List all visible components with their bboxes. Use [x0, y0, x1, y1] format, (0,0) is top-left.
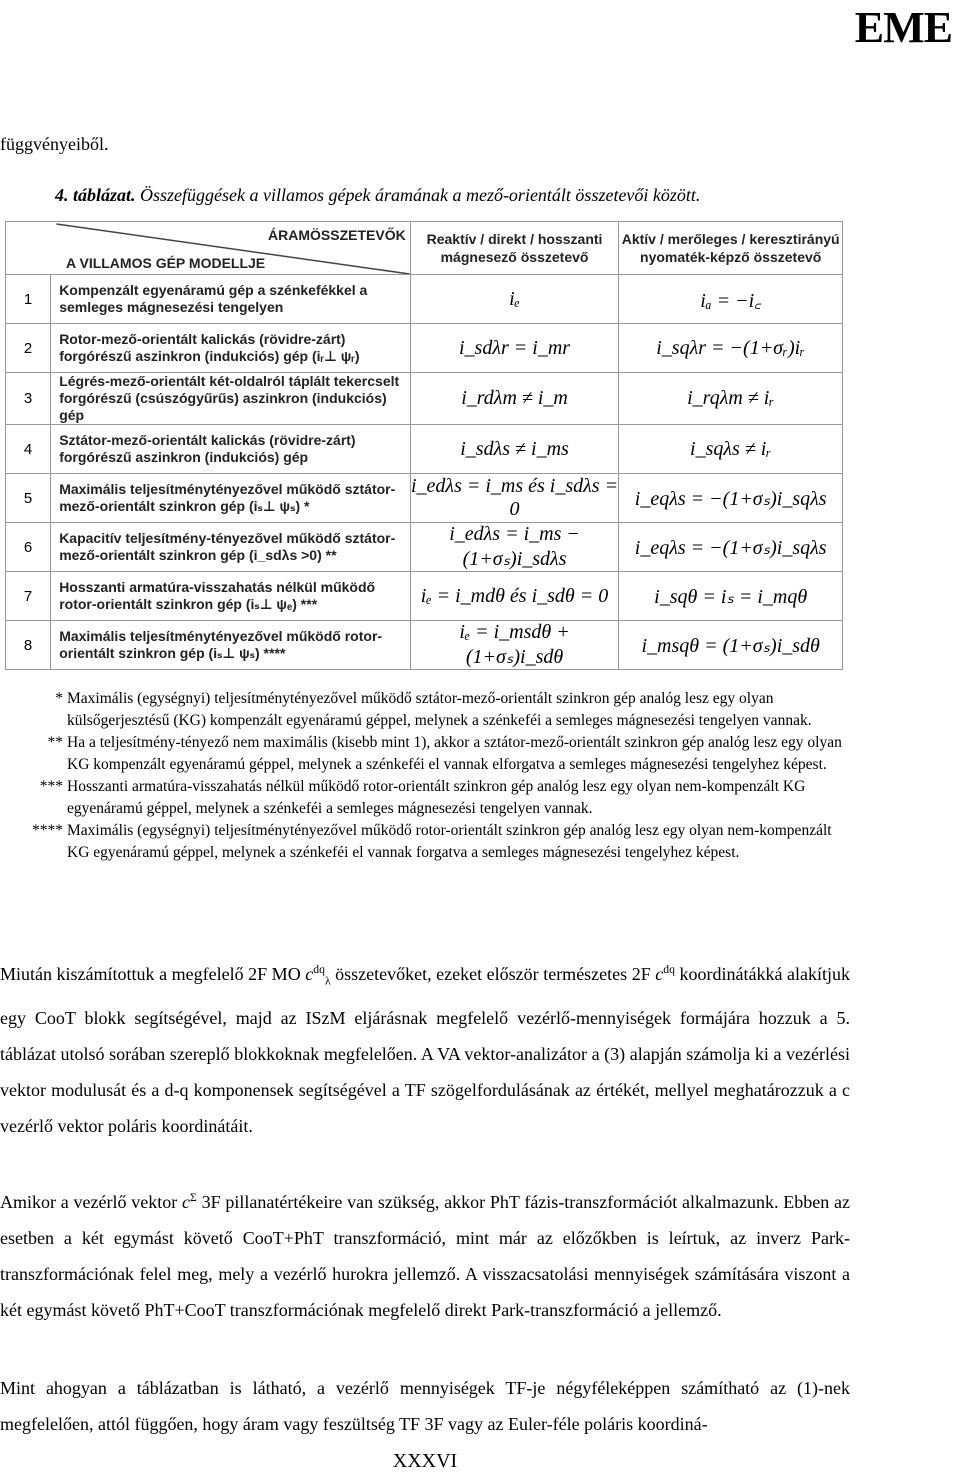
table-row [6, 523, 843, 572]
row-number: 2 [6, 324, 51, 373]
table-row [6, 474, 843, 523]
table-row [6, 275, 843, 324]
header-components-label: ÁRAMÖSSZETEVŐK [268, 227, 406, 243]
header-model-cell [6, 222, 411, 275]
footnote [15, 820, 845, 864]
row-model: Sztátor-mező-orientált kalickás (rövidre-zárt) forgórészű aszinkron (indukciós) gép [51, 425, 411, 474]
row-model: Kapacitív teljesítmény-tényezővel működő sztátor-mező-orientált szinkron gép (i_sdλs >0) ** [51, 523, 411, 572]
row-col2: i_msqθ = (1+σₛ)i_sdθ [619, 621, 843, 670]
header-col2 [619, 222, 843, 275]
row-model: Rotor-mező-orientált kalickás (rövidre-zárt) forgórészű aszinkron (indukciós) gép (iᵣ⊥ ψᵣ) [51, 324, 411, 373]
eme-logo: EME [854, 3, 952, 52]
row-model: Maximális teljesítménytényezővel működő sztátor-mező-orientált szinkron gép (iₛ⊥ ψₛ) * [51, 474, 411, 523]
page-number: XXXVI [392, 1450, 458, 1472]
header-col1 [410, 222, 619, 275]
row-number: 6 [6, 523, 51, 572]
caption-text: Összefüggések a villamos gépek áramának a mező-orientált összetevői között. [140, 185, 701, 205]
table-row [6, 324, 843, 373]
paragraph-1: Miután kiszámítottuk a megfelelő 2F MO $c^{dq}_\lambda$ összetevőket, ezeket először természetes 2F $c^{dq}$ koordinátákká alakítjuk egy CooT blokk segítségével, majd az ISzM eljárásnak megfelelő vezérlő-mennyiségek formájára hozzuk a 5. táblázat utolsó sorában szereplő blokkoknak megfelelően. A VA vektor-analizátor a (3) alapján számolja ki a vezérlési vektor modulusát és a d-q komponensek segítségével a TF szögelfordulásának az értékét, mellyel meghatározzuk a c vezérlő vektor poláris koordinátáit. [0, 963, 850, 1136]
row-col1: i_edλs = i_ms − (1+σₛ)i_sdλs [410, 523, 619, 572]
row-col2: iₐ = −i꜀ [619, 275, 843, 324]
row-number: 5 [6, 474, 51, 523]
table-row [6, 572, 843, 621]
intro-line: függvényeiből. [0, 134, 109, 154]
table-row [6, 373, 843, 425]
table-header-row [6, 222, 843, 275]
row-col2: i_sqθ = iₛ = i_mqθ [619, 572, 843, 621]
footnote-mark: *** [39, 778, 63, 795]
footnote [15, 776, 845, 820]
relations-table [5, 221, 843, 670]
row-number: 7 [6, 572, 51, 621]
row-col2: i_rqλm ≠ iᵣ [619, 373, 843, 425]
table-row [6, 621, 843, 670]
row-col2: i_sqλr = −(1+σᵣ)iᵣ [619, 324, 843, 373]
row-col1: i_sdλr = i_mr [410, 324, 619, 373]
row-number: 1 [6, 275, 51, 324]
footnote-text: Ha a teljesítmény-tényező nem maximális (kisebb mint 1), akkor a sztátor-mező-orientált szinkron gép analóg lesz egy olyan KG kompenzált egyenáramú géppel, melynek a szénkeféi el vannak elforgatva a semleges mágnesezési tengelyhez képest. [67, 734, 842, 773]
table-footnotes [15, 688, 845, 864]
footnote-mark: * [55, 690, 63, 707]
header-col1-label: Reaktív / direkt / hosszanti mágnesező összetevő [426, 231, 603, 265]
row-col2: i_eqλs = −(1+σₛ)i_sqλs [619, 474, 843, 523]
paragraph-1a: Miután kiszámítottuk a megfelelő 2F MO [0, 964, 301, 984]
footnote [15, 688, 845, 732]
row-col1: i_edλs = i_ms és i_sdλs = 0 [410, 474, 619, 523]
paragraph-2: Amikor a vezérlő vektor $c^\Sigma$ 3F pillanatértékeire van szükség, akkor PhT fázis-transzformációt alkalmazunk. Ebben az esetben a két egymást követő CooT+PhT transzformáció, mint már az előzőkben is leírtuk, az inverz Park-transzformációnak felel meg, mely a vezérlő hurokra jellemző. A visszacsatolási mennyiségek számítására viszont a két egymást követő PhT+CooT transzformációnak megfelelő direkt Park-transzformáció a jellemző. [0, 1191, 851, 1320]
table-row [6, 425, 843, 474]
footnote-text: Maximális (egységnyi) teljesítménytényezővel működő sztátor-mező-orientált szinkron gép analóg lesz egy olyan külsőgerjesztésű (KG) kompenzált egyenáramú géppel, melynek a szénkeféi a semleges mágnesezési tengelyen vannak. [67, 690, 812, 729]
row-col2: i_sqλs ≠ iᵣ [619, 425, 843, 474]
row-col2: i_eqλs = −(1+σₛ)i_sqλs [619, 523, 843, 572]
paragraph-2a: Amikor a vezérlő vektor [0, 1192, 178, 1212]
row-number: 4 [6, 425, 51, 474]
row-col1: iₑ = i_mdθ és i_sdθ = 0 [410, 572, 619, 621]
footnote-mark: ** [47, 734, 63, 751]
footnote-text: Hosszanti armatúra-visszahatás nélkül működő rotor-orientált szinkron gép analóg lesz egy olyan nem-kompenzált KG egyenáramú géppel, melynek a szénkeféi a semleges mágnesezési tengelyen vannak. [67, 778, 806, 817]
caption-label: 4. táblázat. [55, 185, 136, 205]
paragraph-1c: koordinátákká alakítjuk egy CooT blokk segítségével, majd az ISzM eljárásnak megfelelő vezérlő-mennyiségek formájára hozzuk a 5. táblázat utolsó sorában szereplő blokkoknak megfelelően. A VA vektor-analizátor a (3) alapján számolja ki a vezérlési vektor modulusát és a d-q komponensek segítségével a TF szögelfordulásának az értékét, mellyel meghatározzuk a c vezérlő vektor poláris koordinátáit. [0, 964, 850, 1136]
paragraph-2c: alkalmazunk. Ebben az esetben a két egymást követő CooT+PhT transzformáció, mint már az előzőkben is leírtuk, az inverz Park-transzformációnak felel meg, mely a vezérlő hurokra jellemző. A visszacsatolási mennyiségek számítására viszont a két egymást követő PhT+CooT transzformációnak megfelelő direkt Park-transzformáció a jellemző. [0, 1192, 851, 1320]
footnote-mark: **** [32, 822, 63, 839]
row-col1: i_sdλs ≠ i_ms [410, 425, 619, 474]
row-col1: i_rdλm ≠ i_m [410, 373, 619, 425]
row-model: Maximális teljesítménytényezővel működő rotor-orientált szinkron gép (iₛ⊥ ψₛ) **** [51, 621, 411, 670]
table-caption [55, 185, 700, 206]
paragraph-2b: 3F pillanatértékeire van szükség, akkor PhT fázis-transzformációt [201, 1192, 678, 1212]
footnote [15, 732, 845, 776]
header-col2-label: Aktív / merőleges / keresztirányú nyomaték-képző összetevő [621, 231, 840, 265]
row-model: Kompenzált egyenáramú gép a szénkefékkel a semleges mágnesezési tengelyen [51, 275, 411, 324]
row-col1: iₑ = i_msdθ + (1+σₛ)i_sdθ [410, 621, 619, 670]
paragraph-3: Mint ahogyan a táblázatban is látható, a vezérlő mennyiségek TF-je négyféleképpen számítható az (1)-nek megfelelően, attól függően, hogy áram vagy feszültség TF 3F vagy az Euler-féle poláris koordiná- [0, 1378, 850, 1434]
row-model: Hosszanti armatúra-visszahatás nélkül működő rotor-orientált szinkron gép (iₛ⊥ ψₑ) *** [51, 572, 411, 621]
row-number: 8 [6, 621, 51, 670]
row-col1: iₑ [410, 275, 619, 324]
footnote-text: Maximális (egységnyi) teljesítménytényezővel működő rotor-orientált szinkron gép analóg lesz egy olyan nem-kompenzált KG egyenáramú géppel, melynek a szénkeféi el vannak forgatva a semleges mágnesezési tengelyhez képest. [67, 822, 832, 861]
row-number: 3 [6, 373, 51, 425]
paragraph-1b: összetevőket, ezeket először természetes 2F [335, 964, 651, 984]
row-model: Légrés-mező-orientált két-oldalról táplált tekercselt forgórészű (csúszógyűrűs) aszinkron (indukciós) gép [51, 373, 411, 425]
header-model-label: A VILLAMOS GÉP MODELLJE [66, 255, 266, 271]
